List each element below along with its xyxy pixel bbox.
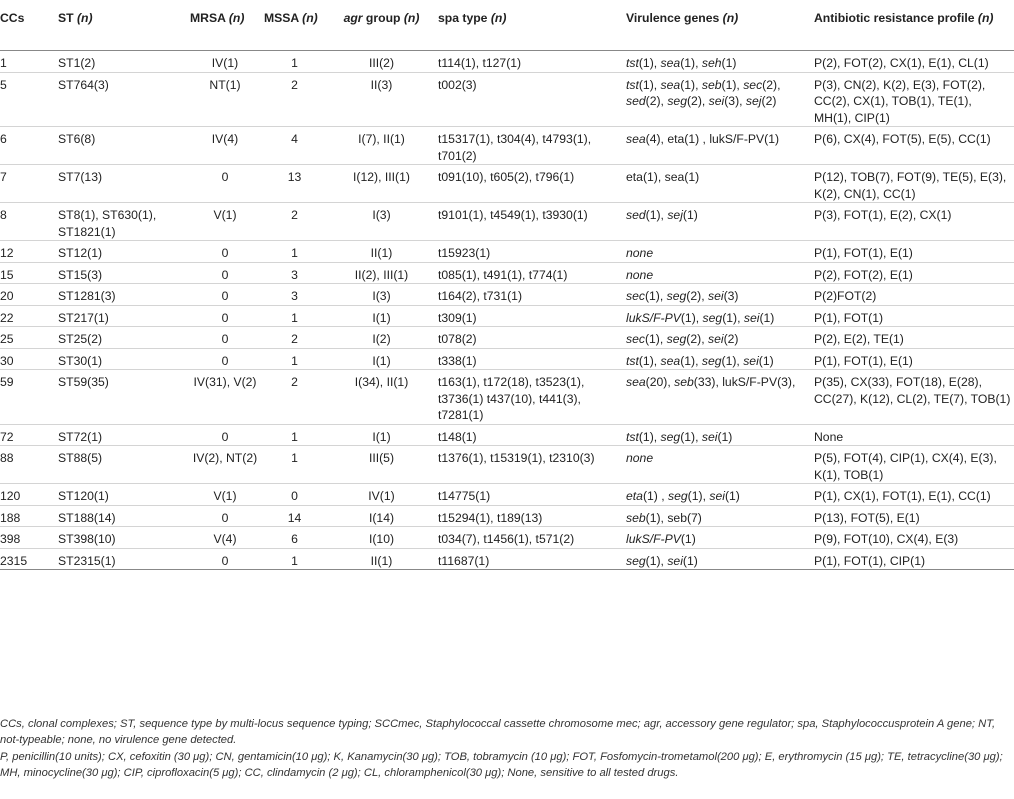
table-row bbox=[0, 262, 1014, 284]
cell-virulence-genes bbox=[624, 327, 812, 349]
virulence-text: (1), bbox=[680, 429, 702, 444]
cell-virulence-genes bbox=[624, 527, 812, 549]
cell-virulence-genes bbox=[624, 548, 812, 570]
cell-antibiotic-resistance: P(1), FOT(1) bbox=[812, 305, 1014, 327]
virulence-text: sed bbox=[626, 94, 646, 108]
cell-virulence-genes bbox=[624, 284, 812, 306]
cell-mrsa: 0 bbox=[188, 327, 262, 349]
cell-antibiotic-resistance: P(2), E(2), TE(1) bbox=[812, 327, 1014, 349]
header-row bbox=[0, 0, 1014, 51]
cell-virulence-genes bbox=[624, 165, 812, 203]
virulence-text: sei bbox=[707, 289, 724, 303]
table-footnotes bbox=[0, 717, 1010, 783]
cell-spa-type: t1376(1), t15319(1), t2310(3) bbox=[436, 446, 624, 484]
cell-antibiotic-resistance: P(35), CX(33), FOT(18), E(28), CC(27), K(12), CL(2), TE(7), TOB(1) bbox=[812, 370, 1014, 425]
virulence-text: (1) bbox=[759, 310, 775, 325]
virulence-text: seg bbox=[666, 332, 687, 346]
virulence-text: (1), bbox=[680, 353, 702, 368]
virulence-text: (1), seb(7) bbox=[645, 510, 702, 525]
cell-spa-type: t114(1), t127(1) bbox=[436, 51, 624, 73]
cell-mssa: 4 bbox=[262, 127, 327, 165]
virulence-text: (1), bbox=[680, 310, 703, 325]
virulence-text: (3) bbox=[723, 289, 739, 303]
virulence-text: none bbox=[626, 267, 654, 282]
virulence-text: sea bbox=[626, 375, 646, 389]
virulence-text: sea bbox=[660, 77, 681, 92]
virulence-text: (1), bbox=[680, 77, 702, 92]
cell-mssa: 1 bbox=[262, 241, 327, 263]
cell-mrsa: 0 bbox=[188, 262, 262, 284]
cell-agr-group: I(1) bbox=[327, 424, 436, 446]
cell-agr-group: I(3) bbox=[327, 284, 436, 306]
cell-antibiotic-resistance: P(2), FOT(2), CX(1), E(1), CL(1) bbox=[812, 51, 1014, 73]
cell-antibiotic-resistance: P(2)FOT(2) bbox=[812, 284, 1014, 306]
cell-cc: 59 bbox=[0, 370, 56, 425]
table-row bbox=[0, 424, 1014, 446]
cell-mrsa: IV(2), NT(2) bbox=[188, 446, 262, 484]
cell-virulence-genes bbox=[624, 348, 812, 370]
virulence-text: seg bbox=[701, 353, 722, 368]
cell-spa-type: t034(7), t1456(1), t571(2) bbox=[436, 527, 624, 549]
header-antibiotic-resistance: Antibiotic resistance profile (n) bbox=[812, 0, 1014, 51]
virulence-text: (33), lukS/F-PV(3), bbox=[693, 375, 796, 389]
virulence-text: seg bbox=[667, 94, 687, 108]
table-row bbox=[0, 327, 1014, 349]
table-row bbox=[0, 203, 1014, 241]
cell-mrsa: IV(31), V(2) bbox=[188, 370, 262, 425]
cell-virulence-genes bbox=[624, 484, 812, 506]
virulence-text: seb bbox=[701, 77, 722, 92]
virulence-text: sea bbox=[660, 56, 681, 70]
cell-spa-type: t163(1), t172(18), t3523(1), t3736(1) t437(10), t441(3), t7281(1) bbox=[436, 370, 624, 425]
virulence-text: (1), bbox=[680, 56, 702, 70]
cell-mrsa: V(1) bbox=[188, 203, 262, 241]
cell-mssa: 6 bbox=[262, 527, 327, 549]
cell-agr-group: II(1) bbox=[327, 548, 436, 570]
cell-st: ST1281(3) bbox=[56, 284, 188, 306]
cell-mrsa: 0 bbox=[188, 284, 262, 306]
cell-mssa: 1 bbox=[262, 305, 327, 327]
virulence-text: none bbox=[626, 451, 654, 465]
cell-mssa: 13 bbox=[262, 165, 327, 203]
table-body bbox=[0, 51, 1014, 570]
virulence-text: none bbox=[626, 246, 654, 260]
cell-mssa: 1 bbox=[262, 348, 327, 370]
virulence-text: (1), bbox=[644, 332, 667, 346]
cell-agr-group: II(3) bbox=[327, 72, 436, 127]
cell-spa-type: t002(3) bbox=[436, 72, 624, 127]
cell-agr-group: III(5) bbox=[327, 446, 436, 484]
cell-virulence-genes bbox=[624, 505, 812, 527]
cell-agr-group: I(14) bbox=[327, 505, 436, 527]
virulence-text: sec bbox=[626, 332, 645, 346]
cell-spa-type: t309(1) bbox=[436, 305, 624, 327]
virulence-text: (1), bbox=[721, 77, 744, 92]
virulence-text: seh bbox=[701, 56, 722, 70]
cell-agr-group: I(10) bbox=[327, 527, 436, 549]
cell-st: ST7(13) bbox=[56, 165, 188, 203]
table-row bbox=[0, 284, 1014, 306]
cell-agr-group: I(1) bbox=[327, 305, 436, 327]
cell-cc: 88 bbox=[0, 446, 56, 484]
table-row bbox=[0, 527, 1014, 549]
table-row bbox=[0, 484, 1014, 506]
table-row bbox=[0, 72, 1014, 127]
virulence-text: seg bbox=[666, 289, 687, 303]
virulence-text: (2), bbox=[645, 94, 668, 108]
virulence-text: (1), bbox=[687, 489, 710, 503]
virulence-text: sei bbox=[709, 489, 725, 503]
cell-antibiotic-resistance: P(3), CN(2), K(2), E(3), FOT(2), CC(2), CX(1), TOB(1), TE(1), MH(1), CIP(1) bbox=[812, 72, 1014, 127]
cell-st: ST120(1) bbox=[56, 484, 188, 506]
virulence-text: seb bbox=[626, 510, 646, 525]
virulence-text: tst bbox=[626, 56, 639, 70]
cell-agr-group: I(3) bbox=[327, 203, 436, 241]
cell-mssa: 2 bbox=[262, 370, 327, 425]
cell-st: ST30(1) bbox=[56, 348, 188, 370]
cell-mrsa: 0 bbox=[188, 424, 262, 446]
virulence-text: sei bbox=[708, 94, 725, 108]
cell-mrsa: 0 bbox=[188, 305, 262, 327]
cell-virulence-genes bbox=[624, 203, 812, 241]
cell-virulence-genes bbox=[624, 305, 812, 327]
table-row bbox=[0, 51, 1014, 73]
cell-virulence-genes bbox=[624, 262, 812, 284]
header-spa-type: spa type (n) bbox=[436, 0, 624, 51]
virulence-text: (20), bbox=[645, 375, 675, 389]
cell-antibiotic-resistance: P(6), CX(4), FOT(5), E(5), CC(1) bbox=[812, 127, 1014, 165]
virulence-text: (1) bbox=[682, 208, 698, 222]
virulence-text: seb bbox=[674, 375, 694, 389]
table-row bbox=[0, 548, 1014, 570]
table-row bbox=[0, 446, 1014, 484]
cell-antibiotic-resistance: P(13), FOT(5), E(1) bbox=[812, 505, 1014, 527]
cell-spa-type: t148(1) bbox=[436, 424, 624, 446]
virulence-text: eta(1), sea(1) bbox=[626, 170, 700, 184]
cell-virulence-genes bbox=[624, 241, 812, 263]
cell-cc: 7 bbox=[0, 165, 56, 203]
cell-mssa: 3 bbox=[262, 262, 327, 284]
cell-spa-type: t15923(1) bbox=[436, 241, 624, 263]
table-header bbox=[0, 0, 1014, 51]
table-row bbox=[0, 127, 1014, 165]
cell-virulence-genes bbox=[624, 51, 812, 73]
cell-mssa: 14 bbox=[262, 505, 327, 527]
virulence-text: (1), bbox=[638, 56, 661, 70]
cell-mssa: 0 bbox=[262, 484, 327, 506]
cell-st: ST8(1), ST630(1), ST1821(1) bbox=[56, 203, 188, 241]
cell-agr-group: II(1) bbox=[327, 241, 436, 263]
cell-cc: 2315 bbox=[0, 548, 56, 570]
cell-antibiotic-resistance: P(9), FOT(10), CX(4), E(3) bbox=[812, 527, 1014, 549]
cell-cc: 15 bbox=[0, 262, 56, 284]
virulence-text: seg bbox=[626, 553, 646, 568]
cell-spa-type: t078(2) bbox=[436, 327, 624, 349]
virulence-text: sei bbox=[667, 553, 683, 568]
cell-st: ST15(3) bbox=[56, 262, 188, 284]
virulence-text: (1) bbox=[724, 489, 740, 503]
header-mrsa: MRSA (n) bbox=[188, 0, 262, 51]
virulence-text: sei bbox=[743, 310, 760, 325]
cell-cc: 120 bbox=[0, 484, 56, 506]
cell-mrsa: 0 bbox=[188, 348, 262, 370]
virulence-text: sec bbox=[743, 77, 763, 92]
cell-cc: 1 bbox=[0, 51, 56, 73]
virulence-text: (1) bbox=[758, 353, 774, 368]
cell-mssa: 1 bbox=[262, 51, 327, 73]
cell-mrsa: 0 bbox=[188, 548, 262, 570]
cell-st: ST1(2) bbox=[56, 51, 188, 73]
cell-agr-group: I(1) bbox=[327, 348, 436, 370]
cell-st: ST2315(1) bbox=[56, 548, 188, 570]
cell-st: ST188(14) bbox=[56, 505, 188, 527]
cell-virulence-genes bbox=[624, 424, 812, 446]
cell-agr-group: III(2) bbox=[327, 51, 436, 73]
cell-agr-group: IV(1) bbox=[327, 484, 436, 506]
cell-mrsa: 0 bbox=[188, 505, 262, 527]
table-row bbox=[0, 165, 1014, 203]
virulence-text: (3), bbox=[724, 94, 746, 108]
cell-agr-group: I(2) bbox=[327, 327, 436, 349]
virulence-text: seg bbox=[668, 489, 688, 503]
virulence-text: (2), bbox=[762, 77, 781, 92]
cell-st: ST398(10) bbox=[56, 527, 188, 549]
cell-antibiotic-resistance: P(1), FOT(1), E(1) bbox=[812, 348, 1014, 370]
cell-cc: 6 bbox=[0, 127, 56, 165]
header-agr-group: agr group (n) bbox=[327, 0, 436, 51]
footnote-abbreviations: CCs, clonal complexes; ST, sequence type by multi-locus sequence typing; SCCmec, Staphylococcal cassette chromosome mec; agr, accessory gene regulator; spa, Staphylococcusprotein A gene; NT, not-typeable; none, no virulence gene detected. bbox=[0, 718, 996, 746]
table-row bbox=[0, 370, 1014, 425]
cell-spa-type: t15294(1), t189(13) bbox=[436, 505, 624, 527]
virulence-text: (1), bbox=[721, 353, 744, 368]
cell-cc: 5 bbox=[0, 72, 56, 127]
virulence-text: sec bbox=[626, 289, 645, 303]
cell-agr-group: I(12), III(1) bbox=[327, 165, 436, 203]
cell-agr-group: I(7), II(1) bbox=[327, 127, 436, 165]
cell-st: ST12(1) bbox=[56, 241, 188, 263]
virulence-text: (1), bbox=[645, 208, 668, 222]
virulence-text: seg bbox=[660, 429, 681, 444]
header-virulence-genes: Virulence genes (n) bbox=[624, 0, 812, 51]
virulence-text: (2) bbox=[723, 332, 739, 346]
cell-virulence-genes bbox=[624, 446, 812, 484]
virulence-text: sea bbox=[626, 132, 646, 146]
cell-mrsa: IV(1) bbox=[188, 51, 262, 73]
virulence-text: (1), bbox=[722, 310, 744, 325]
virulence-text: (1), bbox=[645, 553, 668, 568]
cell-cc: 20 bbox=[0, 284, 56, 306]
virulence-text: sea bbox=[660, 353, 681, 368]
cell-mrsa: 0 bbox=[188, 241, 262, 263]
virulence-text: (2), bbox=[686, 289, 708, 303]
cell-virulence-genes bbox=[624, 370, 812, 425]
cell-spa-type: t091(10), t605(2), t796(1) bbox=[436, 165, 624, 203]
cell-agr-group: I(34), II(1) bbox=[327, 370, 436, 425]
table-row bbox=[0, 348, 1014, 370]
header-mssa: MSSA (n) bbox=[262, 0, 327, 51]
cell-antibiotic-resistance: P(2), FOT(2), E(1) bbox=[812, 262, 1014, 284]
virulence-text: (2) bbox=[761, 94, 777, 108]
cell-mrsa: V(1) bbox=[188, 484, 262, 506]
virulence-text: sej bbox=[667, 208, 683, 222]
table-row bbox=[0, 241, 1014, 263]
header-cc: CCs bbox=[0, 0, 56, 51]
cell-antibiotic-resistance: P(1), FOT(1), E(1) bbox=[812, 241, 1014, 263]
cell-cc: 188 bbox=[0, 505, 56, 527]
cell-agr-group: II(2), III(1) bbox=[327, 262, 436, 284]
cell-mssa: 1 bbox=[262, 548, 327, 570]
cell-cc: 398 bbox=[0, 527, 56, 549]
table-row bbox=[0, 505, 1014, 527]
cell-antibiotic-resistance: P(5), FOT(4), CIP(1), CX(4), E(3), K(1), TOB(1) bbox=[812, 446, 1014, 484]
cell-spa-type: t15317(1), t304(4), t4793(1), t701(2) bbox=[436, 127, 624, 165]
cell-cc: 72 bbox=[0, 424, 56, 446]
cell-st: ST217(1) bbox=[56, 305, 188, 327]
cell-cc: 22 bbox=[0, 305, 56, 327]
virulence-text: sei bbox=[707, 332, 724, 346]
cell-cc: 25 bbox=[0, 327, 56, 349]
cell-mssa: 2 bbox=[262, 72, 327, 127]
virulence-text: (1), bbox=[644, 289, 667, 303]
cell-virulence-genes bbox=[624, 72, 812, 127]
cell-spa-type: t9101(1), t4549(1), t3930(1) bbox=[436, 203, 624, 241]
cell-virulence-genes bbox=[624, 127, 812, 165]
cell-cc: 8 bbox=[0, 203, 56, 241]
cell-mrsa: 0 bbox=[188, 165, 262, 203]
cell-spa-type: t14775(1) bbox=[436, 484, 624, 506]
cell-mssa: 2 bbox=[262, 327, 327, 349]
virulence-text: tst bbox=[626, 353, 639, 368]
cell-antibiotic-resistance: P(1), CX(1), FOT(1), E(1), CC(1) bbox=[812, 484, 1014, 506]
virulence-text: lukS/F-PV bbox=[626, 532, 681, 546]
virulence-text: (4), eta(1) , lukS/F-PV(1) bbox=[645, 132, 780, 146]
virulence-text: sej bbox=[745, 94, 762, 108]
virulence-text: (1) , bbox=[642, 489, 669, 503]
virulence-text: (2), bbox=[686, 94, 709, 108]
virulence-text: (1), bbox=[638, 353, 661, 368]
cell-mssa: 1 bbox=[262, 446, 327, 484]
cell-st: ST25(2) bbox=[56, 327, 188, 349]
virulence-text: eta bbox=[626, 489, 643, 503]
cell-st: ST59(35) bbox=[56, 370, 188, 425]
cell-st: ST764(3) bbox=[56, 72, 188, 127]
cell-st: ST72(1) bbox=[56, 424, 188, 446]
cell-st: ST88(5) bbox=[56, 446, 188, 484]
cell-cc: 30 bbox=[0, 348, 56, 370]
cell-st: ST6(8) bbox=[56, 127, 188, 165]
cell-mssa: 3 bbox=[262, 284, 327, 306]
table-row bbox=[0, 305, 1014, 327]
cell-mrsa: IV(4) bbox=[188, 127, 262, 165]
cell-antibiotic-resistance: P(1), FOT(1), CIP(1) bbox=[812, 548, 1014, 570]
virulence-text: tst bbox=[626, 429, 639, 444]
virulence-text: (1) bbox=[717, 429, 733, 444]
cell-spa-type: t164(2), t731(1) bbox=[436, 284, 624, 306]
virulence-text: sei bbox=[701, 429, 718, 444]
cell-mrsa: V(4) bbox=[188, 527, 262, 549]
virulence-text: (1) bbox=[721, 56, 737, 70]
virulence-text: (1) bbox=[682, 553, 698, 568]
cell-spa-type: t11687(1) bbox=[436, 548, 624, 570]
cell-mrsa: NT(1) bbox=[188, 72, 262, 127]
cell-spa-type: t085(1), t491(1), t774(1) bbox=[436, 262, 624, 284]
virulence-text: (1), bbox=[638, 77, 661, 92]
virulence-text: seg bbox=[702, 310, 723, 325]
cell-spa-type: t338(1) bbox=[436, 348, 624, 370]
cell-mssa: 1 bbox=[262, 424, 327, 446]
virulence-text: tst bbox=[626, 77, 639, 92]
cell-antibiotic-resistance: None bbox=[812, 424, 1014, 446]
cell-mssa: 2 bbox=[262, 203, 327, 241]
cell-antibiotic-resistance: P(3), FOT(1), E(2), CX(1) bbox=[812, 203, 1014, 241]
cell-cc: 12 bbox=[0, 241, 56, 263]
virulence-text: sed bbox=[626, 208, 646, 222]
virulence-text: (1) bbox=[680, 532, 696, 546]
virulence-text: lukS/F-PV bbox=[626, 310, 681, 325]
virulence-text: (2), bbox=[686, 332, 708, 346]
cell-antibiotic-resistance: P(12), TOB(7), FOT(9), TE(5), E(3), K(2), CN(1), CC(1) bbox=[812, 165, 1014, 203]
virulence-text: sei bbox=[743, 353, 759, 368]
virulence-text: (1), bbox=[638, 429, 661, 444]
header-st: ST (n) bbox=[56, 0, 188, 51]
footnote-antibiotics: P, penicillin(10 units); CX, cefoxitin (30 μg); CN, gentamicin(10 μg); K, Kanamycin(30 μg); TOB, tobramycin (10 μg); FOT, Fosfomycin-trometamol(200 μg); E, erythromycin (15 μg); TE, tetracycline(30 μg); MH, minocycline(30 μg); CIP, ciprofloxacin(5 μg); CC, clindamycin (2 μg); CL, chloramphenicol(30 μg); None, sensitive to all tested drugs. bbox=[0, 751, 1003, 779]
